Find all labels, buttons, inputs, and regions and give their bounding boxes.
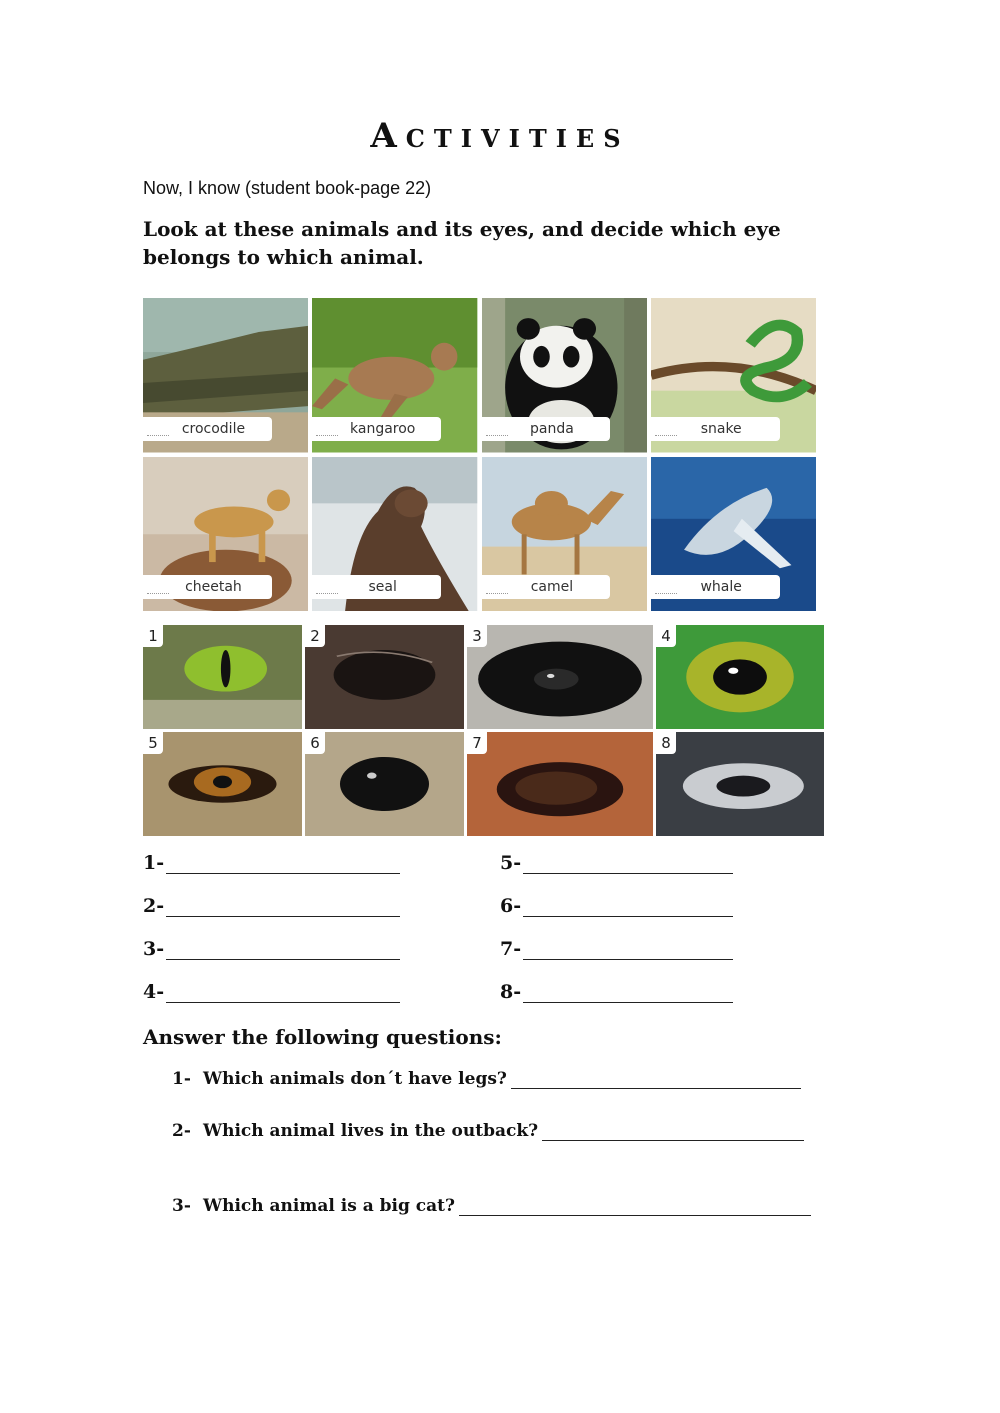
question-2: 2- Which animal lives in the outback?	[172, 1121, 804, 1141]
eye-photo-7	[467, 732, 653, 836]
eye-number: 8	[656, 732, 676, 754]
animal-label: cheetah	[143, 575, 272, 599]
instruction-text: Look at these animals and its eyes, and decide which eye belongs to which animal.	[143, 217, 781, 269]
animal-label: crocodile	[143, 417, 272, 441]
answer-line-3[interactable]: 3-	[143, 938, 400, 966]
animal-label: whale	[651, 575, 780, 599]
eye-photo-6	[305, 732, 464, 836]
questions-heading: Answer the following questions:	[143, 1025, 502, 1049]
eye-number: 7	[467, 732, 487, 754]
answer-line-8[interactable]: 8-	[500, 981, 733, 1009]
whale-photo	[651, 457, 816, 612]
answer-field-3[interactable]	[459, 1197, 811, 1216]
answer-field-1[interactable]	[511, 1070, 801, 1089]
animal-label: kangaroo	[312, 417, 441, 441]
eye-photo-4	[656, 625, 824, 729]
eye-number: 6	[305, 732, 325, 754]
eye-photo-2	[305, 625, 464, 729]
answer-line-4[interactable]: 4-	[143, 981, 400, 1009]
animal-label: panda	[482, 417, 611, 441]
answer-field-2[interactable]	[542, 1122, 804, 1141]
answer-line-1[interactable]: 1-	[143, 852, 400, 880]
answer-line-7[interactable]: 7-	[500, 938, 733, 966]
seal-photo	[312, 457, 477, 612]
eye-number: 5	[143, 732, 163, 754]
eye-photo-3	[467, 625, 653, 729]
eye-photo-8	[656, 732, 824, 836]
animal-label: seal	[312, 575, 441, 599]
page-title: Activities	[370, 116, 630, 156]
eye-number: 1	[143, 625, 163, 647]
camel-photo	[482, 457, 647, 612]
eye-photo-1	[143, 625, 302, 729]
eye-photo-grid	[143, 625, 824, 836]
subtitle: Now, I know (student book-page 22)	[143, 178, 432, 198]
eye-photo-5	[143, 732, 302, 836]
eye-number: 2	[305, 625, 325, 647]
question-3: 3- Which animal is a big cat?	[172, 1196, 811, 1216]
eye-number: 4	[656, 625, 676, 647]
answer-line-2[interactable]: 2-	[143, 895, 400, 923]
eye-number: 3	[467, 625, 487, 647]
animal-label: camel	[482, 575, 611, 599]
answer-line-5[interactable]: 5-	[500, 852, 733, 880]
cheetah-photo	[143, 457, 308, 612]
animal-photo-grid	[143, 298, 816, 611]
question-1: 1- Which animals don´t have legs?	[172, 1069, 801, 1089]
animal-label: snake	[651, 417, 780, 441]
answer-line-6[interactable]: 6-	[500, 895, 733, 923]
panda-photo	[482, 298, 647, 453]
snake-photo	[651, 298, 816, 453]
kangaroo-photo	[312, 298, 477, 453]
crocodile-photo	[143, 298, 308, 453]
